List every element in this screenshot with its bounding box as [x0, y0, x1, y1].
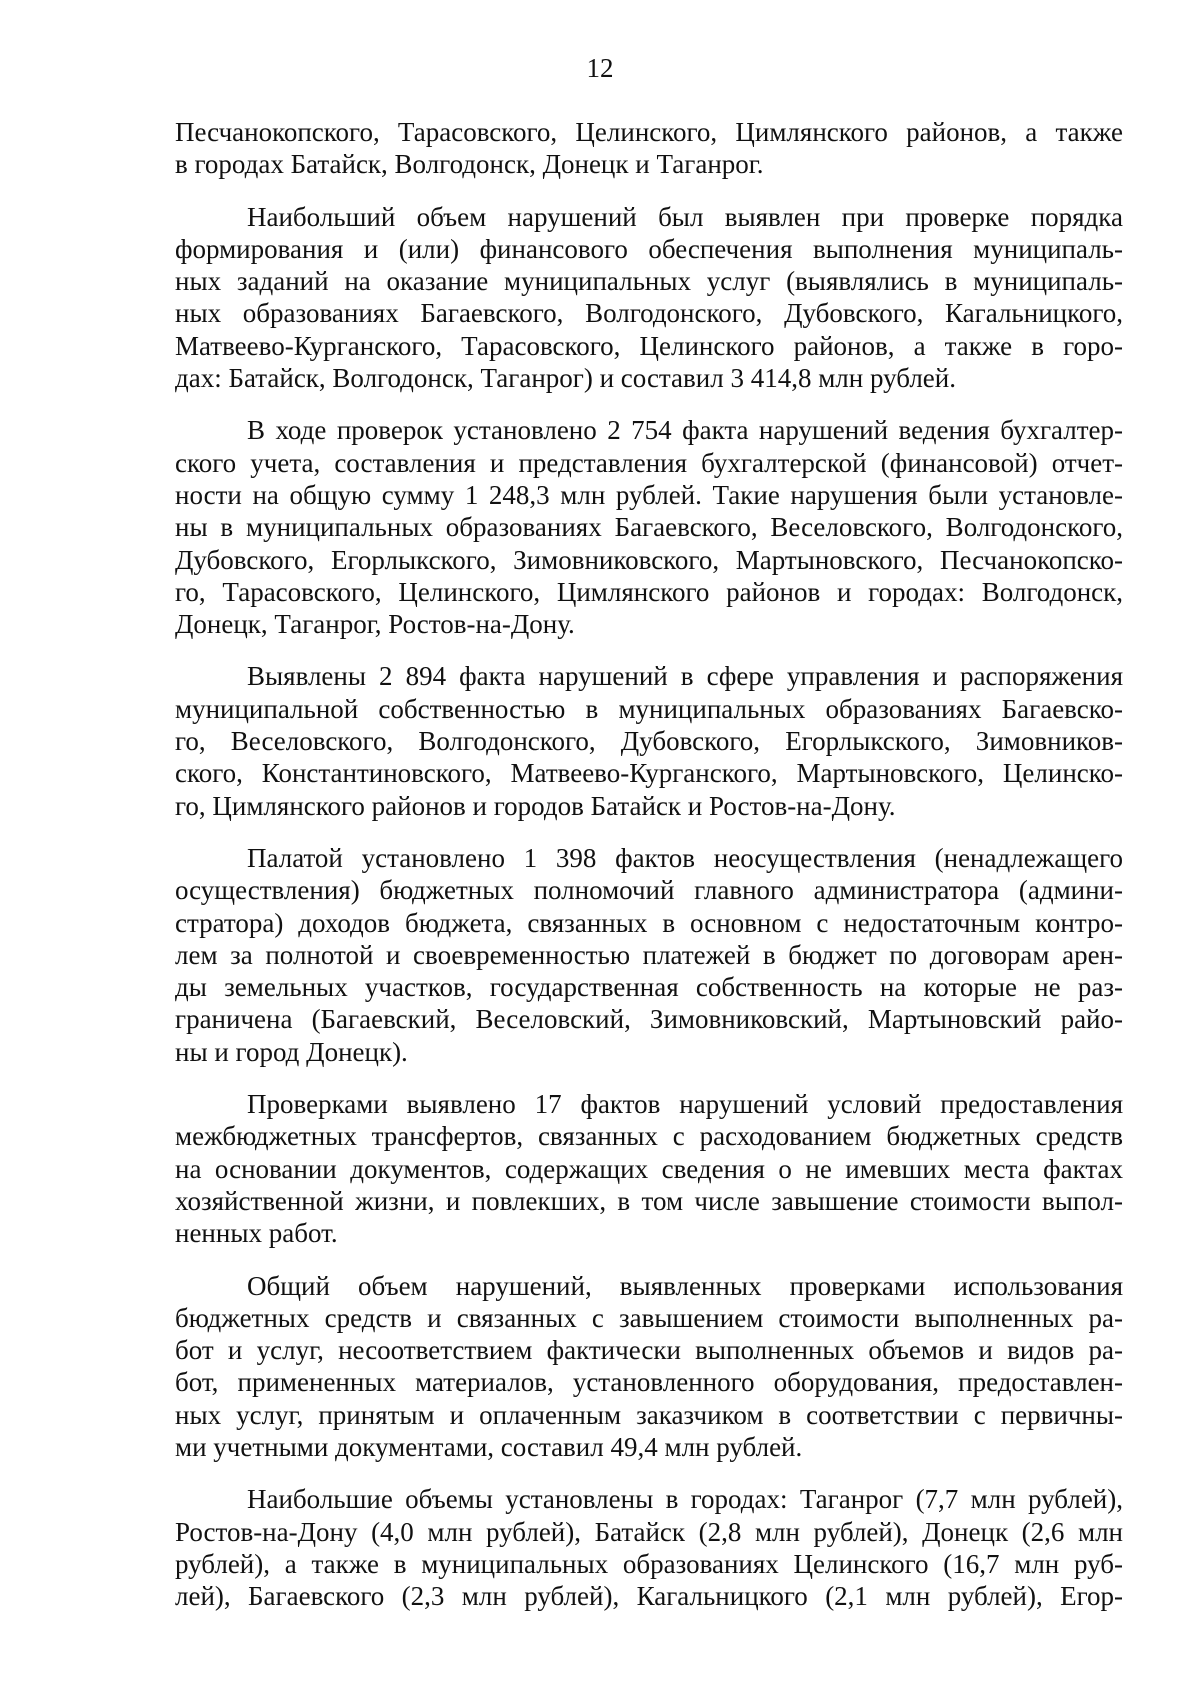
paragraph — [175, 1483, 1123, 1612]
text-line: лей), Багаевского (2,3 млн рублей), Кагальницкого (2,1 млн рублей), Егор- — [175, 1581, 1123, 1612]
text-line: ми учетными документами, составил 49,4 млн рублей. — [175, 1431, 803, 1462]
text-line: ных заданий на оказание муниципальных услуг (выявлялись в муниципаль- — [175, 266, 1123, 297]
text-line: муниципальной собственностью в муниципальных образованиях Багаевско- — [175, 693, 1123, 724]
text-line: ных образованиях Багаевского, Волгодонского, Дубовского, Кагальницкого, — [175, 298, 1123, 329]
text-line: го, Цимлянского районов и городов Батайск и Ростов-на-Дону. — [175, 790, 896, 821]
paragraph — [175, 842, 1123, 1068]
text-line: ненных работ. — [175, 1218, 338, 1249]
text-line: го, Тарасовского, Целинского, Цимлянского районов и городах: Волгодонск, — [175, 576, 1123, 607]
body-text — [175, 116, 1123, 1632]
text-line: межбюджетных трансфертов, связанных с расходованием бюджетных средств — [175, 1121, 1123, 1152]
text-line: ды земельных участков, государственная собственность на которые не раз- — [175, 972, 1123, 1003]
text-line: Матвеево-Курганского, Тарасовского, Целинского районов, а также в горо- — [175, 330, 1123, 361]
text-line: Выявлены 2 894 факта нарушений в сфере управления и распоряжения — [247, 661, 1123, 692]
text-line: В ходе проверок установлено 2 754 факта нарушений ведения бухгалтер- — [247, 415, 1123, 446]
text-line: ского, Константиновского, Матвеево-Курганского, Мартыновского, Целинско- — [175, 758, 1123, 789]
text-line: ны и город Донецк). — [175, 1036, 408, 1067]
text-line: Донецк, Таганрог, Ростов-на-Дону. — [175, 609, 575, 640]
text-line: хозяйственной жизни, и повлекших, в том числе завышение стоимости выпол- — [175, 1185, 1123, 1216]
paragraph — [175, 1088, 1123, 1249]
paragraph — [175, 660, 1123, 821]
text-line: на основании документов, содержащих сведения о не имевших места фактах — [175, 1153, 1123, 1184]
text-line: Ростов-на-Дону (4,0 млн рублей), Батайск (2,8 млн рублей), Донецк (2,6 млн — [175, 1516, 1123, 1547]
text-line: Дубовского, Егорлыкского, Зимовниковского, Мартыновского, Песчанокопско- — [175, 544, 1123, 575]
text-line: Общий объем нарушений, выявленных проверками использования — [247, 1270, 1123, 1301]
text-line: ны в муниципальных образованиях Багаевского, Веселовского, Волгодонского, — [175, 512, 1123, 543]
text-line: ского учета, составления и представления бухгалтерской (финансовой) отчет- — [175, 447, 1123, 478]
text-line: стратора) доходов бюджета, связанных в основном с недостаточным контро- — [175, 907, 1123, 938]
text-line: осуществления) бюджетных полномочий главного администратора (админи- — [175, 875, 1123, 906]
text-line: бюджетных средств и связанных с завышением стоимости выполненных ра- — [175, 1302, 1123, 1333]
text-line: Палатой установлено 1 398 фактов неосуществления (ненадлежащего — [247, 842, 1123, 873]
paragraph — [175, 201, 1123, 395]
text-line: ности на общую сумму 1 248,3 млн рублей. Такие нарушения были установле- — [175, 479, 1123, 510]
text-line: Наибольший объем нарушений был выявлен при проверке порядка — [247, 201, 1123, 232]
text-line: бот, примененных материалов, установленного оборудования, предоставлен- — [175, 1367, 1123, 1398]
paragraph — [175, 116, 1123, 181]
text-line: дах: Батайск, Волгодонск, Таганрог) и составил 3 414,8 млн рублей. — [175, 363, 956, 394]
text-line: лем за полнотой и своевременностью платежей в бюджет по договорам арен- — [175, 939, 1123, 970]
paragraph — [175, 1270, 1123, 1464]
text-line: граничена (Багаевский, Веселовский, Зимовниковский, Мартыновский райо- — [175, 1004, 1123, 1035]
text-line: го, Веселовского, Волгодонского, Дубовского, Егорлыкского, Зимовников- — [175, 726, 1123, 757]
text-line: формирования и (или) финансового обеспечения выполнения муниципаль- — [175, 233, 1123, 264]
paragraph — [175, 414, 1123, 640]
text-line: Наибольшие объемы установлены в городах: Таганрог (7,7 млн рублей), — [247, 1484, 1123, 1515]
text-line: в городах Батайск, Волгодонск, Донецк и Таганрог. — [175, 149, 764, 180]
text-line: Проверками выявлено 17 фактов нарушений условий предоставления — [247, 1089, 1123, 1120]
page-number: 12 — [586, 53, 614, 83]
text-line: Песчанокопского, Тарасовского, Целинского, Цимлянского районов, а также — [175, 117, 1123, 147]
text-line: бот и услуг, несоответствием фактически выполненных объемов и видов ра- — [175, 1335, 1123, 1366]
text-line: ных услуг, принятым и оплаченным заказчиком в соответствии с первичны- — [175, 1399, 1123, 1430]
text-line: рублей), а также в муниципальных образованиях Целинского (16,7 млн руб- — [175, 1548, 1123, 1579]
